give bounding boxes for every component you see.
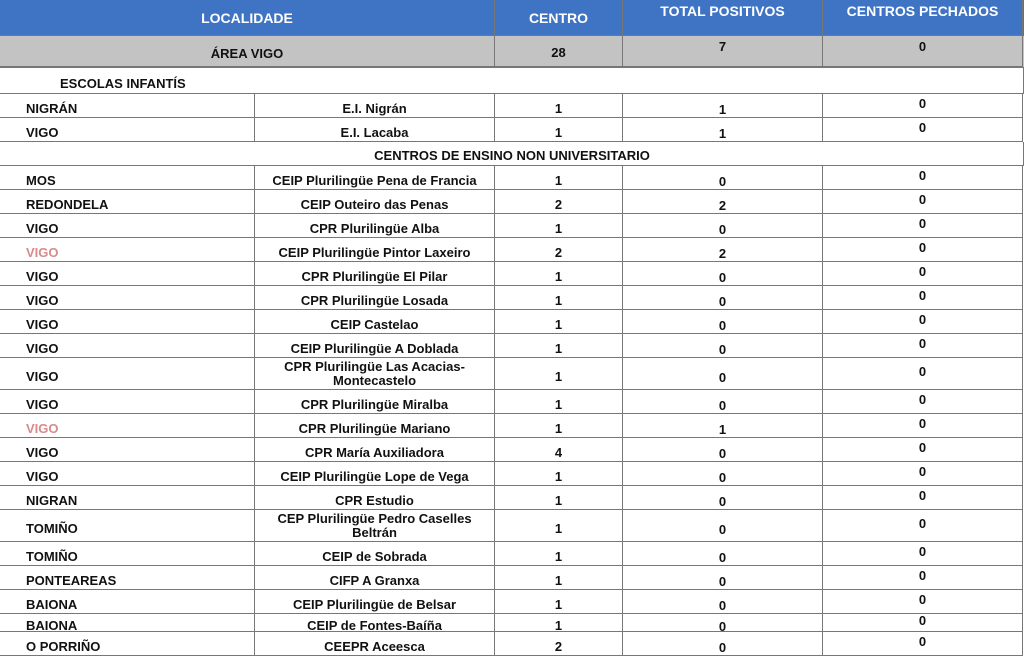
centro-nome-text: CPR Plurilingüe Las Acacias-Montecastelo [284, 359, 465, 388]
centro-count-cell [495, 614, 623, 632]
positivos-text: 0 [718, 370, 727, 385]
centro-nome-text: CPR Plurilingüe Losada [300, 293, 449, 308]
pechados-text: 0 [918, 516, 927, 531]
centro-count-cell [495, 238, 623, 262]
pechados-cell [823, 510, 1023, 542]
centro-count-text: 1 [554, 597, 563, 612]
table-row [0, 238, 1024, 262]
positivos-text: 2 [718, 246, 727, 261]
centro-nome-cell [255, 190, 495, 214]
section-ensino-row [0, 142, 1024, 166]
localidade-cell [0, 542, 255, 566]
localidade-text: PONTEAREAS [26, 573, 117, 588]
table-row [0, 510, 1024, 542]
pechados-cell [823, 310, 1023, 334]
localidade-text: VIGO [26, 397, 59, 412]
centro-count-text: 2 [554, 639, 563, 654]
centro-count-text: 1 [554, 493, 563, 508]
localidade-cell [0, 438, 255, 462]
centro-count-text: 2 [554, 197, 563, 212]
centro-count-text: 1 [554, 421, 563, 436]
localidade-cell [0, 462, 255, 486]
centro-nome-cell [255, 566, 495, 590]
pechados-cell [823, 190, 1023, 214]
pechados-cell [823, 286, 1023, 310]
positivos-cell [623, 510, 823, 542]
positivos-text: 1 [718, 102, 727, 117]
pechados-cell [823, 632, 1023, 656]
area-centro: 28 [551, 45, 566, 60]
localidade-text: VIGO [26, 125, 59, 140]
localidade-text: VIGO [26, 445, 59, 460]
centro-count-cell [495, 462, 623, 486]
pechados-text: 0 [918, 634, 927, 649]
centro-nome-cell [255, 462, 495, 486]
localidade-cell [0, 190, 255, 214]
centro-count-cell [495, 118, 623, 142]
section-infantis-row [0, 68, 1024, 94]
pechados-text: 0 [918, 464, 927, 479]
positivos-text: 0 [718, 574, 727, 589]
pechados-text: 0 [918, 168, 927, 183]
pechados-text: 0 [918, 96, 927, 111]
pechados-cell [823, 390, 1023, 414]
pechados-text: 0 [918, 544, 927, 559]
centro-count-cell [495, 286, 623, 310]
centro-nome-cell [255, 94, 495, 118]
table-row [0, 542, 1024, 566]
positivos-cell [623, 166, 823, 190]
centro-nome-cell [255, 262, 495, 286]
localidade-text: BAIONA [26, 597, 78, 612]
pechados-text: 0 [918, 288, 927, 303]
centro-nome-cell [255, 390, 495, 414]
table-row [0, 166, 1024, 190]
positivos-cell [623, 462, 823, 486]
pechados-text: 0 [918, 240, 927, 255]
centro-nome-cell [255, 310, 495, 334]
centro-count-cell [495, 632, 623, 656]
pechados-text: 0 [918, 364, 927, 379]
area-row [0, 36, 1024, 68]
header-total-positivos-cell [623, 0, 823, 36]
pechados-text: 0 [918, 120, 927, 135]
pechados-cell [823, 358, 1023, 390]
table-row [0, 438, 1024, 462]
positivos-cell [623, 566, 823, 590]
table-row [0, 566, 1024, 590]
positivos-text: 1 [718, 126, 727, 141]
localidade-text: VIGO [26, 369, 59, 384]
centro-nome-text: CEP Plurilingüe Pedro Caselles Beltrán [277, 511, 472, 540]
centro-nome-text: E.I. Lacaba [340, 125, 409, 140]
localidade-cell [0, 632, 255, 656]
centro-nome-cell [255, 438, 495, 462]
localidade-cell [0, 118, 255, 142]
area-pechados: 0 [918, 39, 927, 54]
positivos-text: 0 [718, 598, 727, 613]
area-positivos: 7 [718, 39, 727, 54]
positivos-cell [623, 334, 823, 358]
centro-nome-text: CEIP Plurilingüe A Doblada [290, 341, 459, 356]
pechados-cell [823, 94, 1023, 118]
localidade-cell [0, 214, 255, 238]
localidade-cell [0, 566, 255, 590]
centro-count-text: 1 [554, 125, 563, 140]
pechados-cell [823, 542, 1023, 566]
centro-nome-text: CEIP Outeiro das Penas [300, 197, 449, 212]
localidade-text: VIGO [26, 469, 59, 484]
header-total-positivos: TOTAL POSITIVOS [660, 3, 785, 19]
table-row [0, 632, 1024, 656]
centro-count-text: 4 [554, 445, 563, 460]
table-row [0, 118, 1024, 142]
positivos-cell [623, 238, 823, 262]
positivos-cell [623, 632, 823, 656]
centro-nome-cell [255, 334, 495, 358]
localidade-text: BAIONA [26, 618, 78, 633]
centro-nome-text: CPR Plurilingüe El Pilar [301, 269, 448, 284]
localidade-cell [0, 94, 255, 118]
centro-count-text: 1 [554, 573, 563, 588]
centro-nome-text: CEIP Plurilingüe Pena de Francia [272, 173, 477, 188]
pechados-text: 0 [918, 592, 927, 607]
pechados-text: 0 [918, 312, 927, 327]
positivos-text: 0 [718, 640, 727, 655]
localidade-cell [0, 310, 255, 334]
pechados-cell [823, 438, 1023, 462]
table-row [0, 310, 1024, 334]
centro-nome-text: CPR Plurilingüe Miralba [300, 397, 449, 412]
localidade-text: VIGO [26, 421, 59, 436]
pechados-cell [823, 262, 1023, 286]
positivos-text: 2 [718, 198, 727, 213]
localidade-text: VIGO [26, 293, 59, 308]
positivos-text: 0 [718, 270, 727, 285]
centro-nome-text: CPR Plurilingüe Alba [309, 221, 440, 236]
table-row [0, 214, 1024, 238]
centro-count-text: 1 [554, 101, 563, 116]
localidade-cell [0, 286, 255, 310]
pechados-cell [823, 414, 1023, 438]
localidade-text: VIGO [26, 341, 59, 356]
section-infantis-label: ESCOLAS INFANTÍS [60, 76, 186, 91]
localidade-text: VIGO [26, 245, 59, 260]
centro-nome-cell [255, 510, 495, 542]
centro-nome-cell [255, 632, 495, 656]
table-row [0, 390, 1024, 414]
pechados-cell [823, 486, 1023, 510]
positivos-text: 0 [718, 294, 727, 309]
localidade-cell [0, 590, 255, 614]
centro-count-cell [495, 262, 623, 286]
positivos-text: 0 [718, 446, 727, 461]
localidade-cell [0, 510, 255, 542]
centro-nome-cell [255, 614, 495, 632]
centro-nome-text: CEIP de Sobrada [322, 549, 427, 564]
positivos-cell [623, 486, 823, 510]
pechados-cell [823, 334, 1023, 358]
positivos-cell [623, 542, 823, 566]
pechados-text: 0 [918, 216, 927, 231]
header-centros-pechados: CENTROS PECHADOS [846, 3, 999, 19]
positivos-cell [623, 358, 823, 390]
positivos-cell [623, 118, 823, 142]
pechados-cell [823, 590, 1023, 614]
positivos-text: 1 [718, 422, 727, 437]
pechados-cell [823, 214, 1023, 238]
centro-nome-cell [255, 166, 495, 190]
positivos-text: 0 [718, 550, 727, 565]
localidade-text: NIGRÁN [26, 101, 78, 116]
centro-count-text: 1 [554, 317, 563, 332]
area-centro-cell [495, 36, 623, 67]
localidade-text: TOMIÑO [26, 521, 78, 536]
header-centro-cell [495, 0, 623, 36]
positivos-text: 0 [718, 470, 727, 485]
centro-count-cell [495, 310, 623, 334]
localidade-cell [0, 238, 255, 262]
centro-nome-text: CEIP de Fontes-Baíña [307, 618, 442, 633]
pechados-text: 0 [918, 613, 927, 628]
centro-count-text: 1 [554, 369, 563, 384]
centro-nome-cell [255, 118, 495, 142]
centro-count-text: 1 [554, 173, 563, 188]
table-row [0, 462, 1024, 486]
localidade-text: O PORRIÑO [26, 639, 101, 654]
area-pechados-cell [823, 36, 1023, 67]
table-row [0, 414, 1024, 438]
header-localidade: LOCALIDADE [201, 10, 293, 26]
centro-nome-text: CPR Plurilingüe Mariano [298, 421, 451, 436]
centro-count-text: 1 [554, 221, 563, 236]
localidade-text: NIGRAN [26, 493, 78, 508]
centro-count-text: 1 [554, 293, 563, 308]
positivos-text: 0 [718, 494, 727, 509]
positivos-cell [623, 390, 823, 414]
centro-count-cell [495, 166, 623, 190]
localidade-cell [0, 358, 255, 390]
centro-nome-cell [255, 486, 495, 510]
positivos-cell [623, 310, 823, 334]
header-localidade-cell [0, 0, 495, 36]
centro-nome-text: CEIP Plurilingüe de Belsar [292, 597, 457, 612]
centro-count-text: 1 [554, 341, 563, 356]
centro-count-cell [495, 334, 623, 358]
centro-count-cell [495, 94, 623, 118]
pechados-cell [823, 614, 1023, 632]
pechados-text: 0 [918, 192, 927, 207]
centro-count-cell [495, 486, 623, 510]
positivos-text: 0 [718, 398, 727, 413]
localidade-cell [0, 614, 255, 632]
centro-count-text: 1 [554, 269, 563, 284]
positivos-cell [623, 590, 823, 614]
localidade-cell [0, 262, 255, 286]
centro-nome-cell [255, 214, 495, 238]
pechados-cell [823, 166, 1023, 190]
centro-count-cell [495, 390, 623, 414]
centro-nome-text: CEIP Plurilingüe Lope de Vega [280, 469, 469, 484]
centro-count-text: 1 [554, 469, 563, 484]
centro-count-cell [495, 414, 623, 438]
pechados-text: 0 [918, 416, 927, 431]
localidade-text: VIGO [26, 221, 59, 236]
pechados-text: 0 [918, 568, 927, 583]
pechados-cell [823, 566, 1023, 590]
pechados-text: 0 [918, 440, 927, 455]
table-row [0, 190, 1024, 214]
centro-count-cell [495, 438, 623, 462]
pechados-cell [823, 118, 1023, 142]
localidade-cell [0, 334, 255, 358]
positivos-text: 0 [718, 222, 727, 237]
positivos-text: 0 [718, 342, 727, 357]
centro-count-cell [495, 510, 623, 542]
centro-nome-text: CEEPR Aceesca [324, 639, 425, 654]
centro-count-text: 1 [554, 549, 563, 564]
pechados-text: 0 [918, 264, 927, 279]
centro-nome-cell [255, 590, 495, 614]
localidade-text: REDONDELA [26, 197, 109, 212]
pechados-text: 0 [918, 392, 927, 407]
localidade-text: MOS [26, 173, 56, 188]
pechados-text: 0 [918, 488, 927, 503]
positivos-cell [623, 94, 823, 118]
centro-count-cell [495, 542, 623, 566]
centro-count-text: 1 [554, 618, 563, 633]
centro-nome-text: CEIP Plurilingüe Pintor Laxeiro [278, 245, 471, 260]
localidade-cell [0, 166, 255, 190]
table-row [0, 590, 1024, 614]
table-row [0, 358, 1024, 390]
centro-count-cell [495, 358, 623, 390]
centro-nome-cell [255, 358, 495, 390]
area-name-cell [0, 36, 495, 67]
pechados-cell [823, 462, 1023, 486]
localidade-text: VIGO [26, 317, 59, 332]
centro-count-cell [495, 566, 623, 590]
positivos-cell [623, 414, 823, 438]
centro-count-cell [495, 214, 623, 238]
header-centros-pechados-cell [823, 0, 1023, 36]
centro-count-cell [495, 190, 623, 214]
localidade-cell [0, 486, 255, 510]
header-row [0, 0, 1024, 36]
localidade-text: VIGO [26, 269, 59, 284]
centro-nome-text: CEIP Castelao [330, 317, 419, 332]
pechados-cell [823, 238, 1023, 262]
centro-count-text: 1 [554, 397, 563, 412]
area-positivos-cell [623, 36, 823, 67]
centro-count-cell [495, 590, 623, 614]
localidade-cell [0, 390, 255, 414]
centro-nome-text: CPR María Auxiliadora [305, 445, 444, 460]
centro-count-text: 1 [554, 521, 563, 536]
centro-nome-cell [255, 542, 495, 566]
centro-nome-text: E.I. Nigrán [342, 101, 407, 116]
table-row [0, 262, 1024, 286]
localidade-text: TOMIÑO [26, 549, 78, 564]
positivos-text: 0 [718, 522, 727, 537]
pechados-text: 0 [918, 336, 927, 351]
positivos-cell [623, 438, 823, 462]
section-ensino-label: CENTROS DE ENSINO NON UNIVERSITARIO [374, 148, 650, 163]
area-name: ÁREA VIGO [210, 46, 284, 61]
table-row [0, 614, 1024, 632]
centro-count-text: 2 [554, 245, 563, 260]
positivos-cell [623, 262, 823, 286]
positivos-cell [623, 214, 823, 238]
positivos-text: 0 [718, 318, 727, 333]
table-row [0, 286, 1024, 310]
positivos-text: 0 [718, 619, 727, 634]
centro-nome-text: CPR Estudio [335, 493, 414, 508]
table-row [0, 486, 1024, 510]
table-row [0, 94, 1024, 118]
localidade-cell [0, 414, 255, 438]
centro-nome-cell [255, 286, 495, 310]
header-centro: CENTRO [528, 10, 589, 26]
positivos-cell [623, 614, 823, 632]
centro-nome-cell [255, 238, 495, 262]
table-row [0, 334, 1024, 358]
positivos-cell [623, 190, 823, 214]
centro-nome-cell [255, 414, 495, 438]
positivos-text: 0 [718, 174, 727, 189]
centro-nome-text: CIFP A Granxa [329, 573, 420, 588]
positivos-cell [623, 286, 823, 310]
